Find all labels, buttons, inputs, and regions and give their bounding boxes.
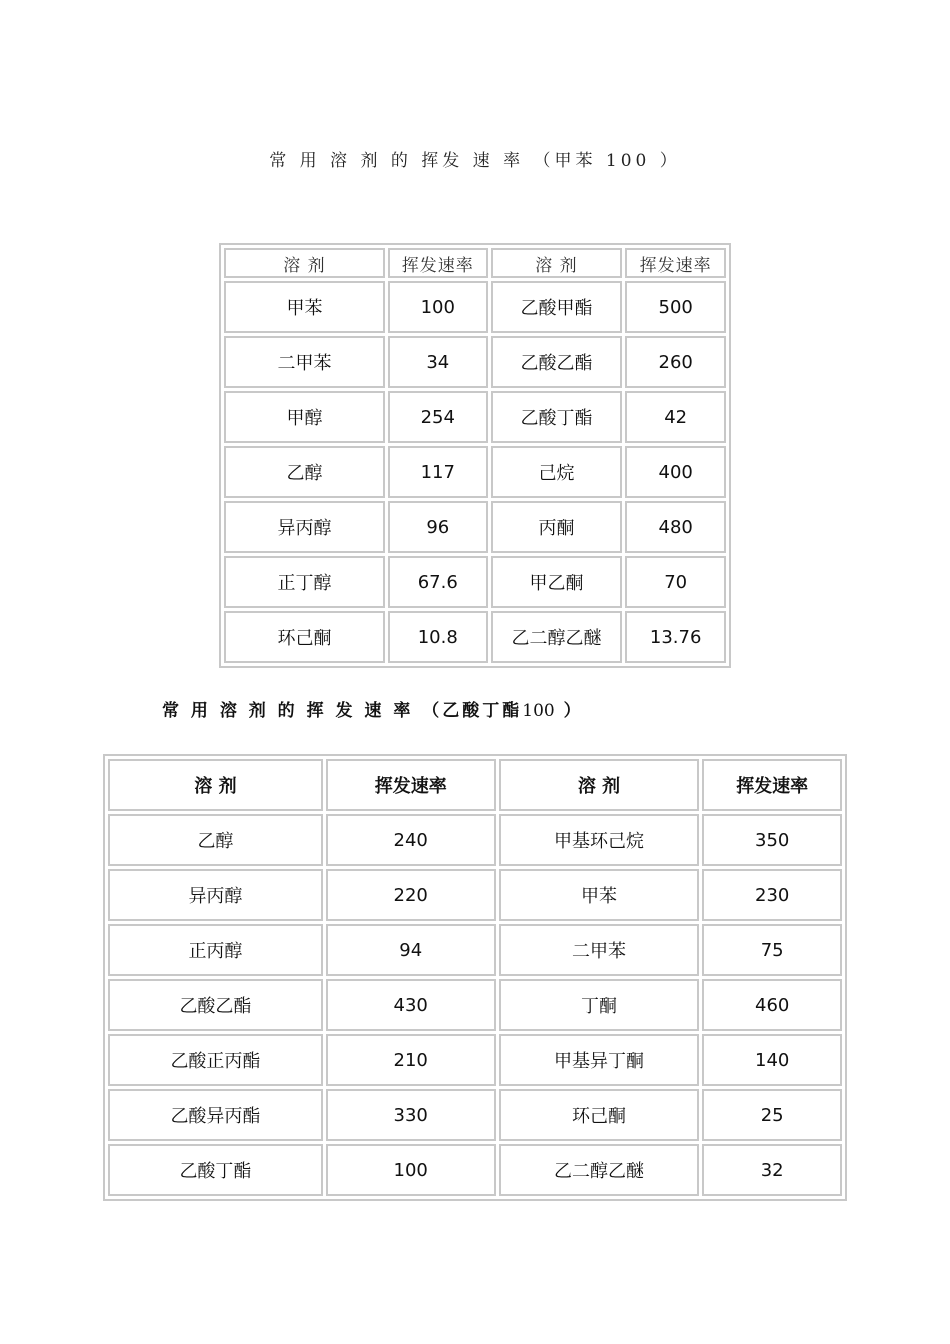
solvent-cell: 己烷 <box>491 446 623 498</box>
header-rate: 挥发速率 <box>326 759 496 811</box>
rate-cell: 67.6 <box>388 556 488 608</box>
table-row <box>224 501 726 553</box>
solvent-cell: 环己酮 <box>224 611 385 663</box>
rate-cell: 32 <box>702 1144 842 1196</box>
table-header-row <box>224 248 726 278</box>
solvent-cell: 乙酸丁酯 <box>108 1144 323 1196</box>
header-solvent: 溶 剂 <box>224 248 385 278</box>
rate-cell: 10.8 <box>388 611 488 663</box>
rate-cell: 140 <box>702 1034 842 1086</box>
solvent-cell: 甲苯 <box>499 869 700 921</box>
rate-cell: 350 <box>702 814 842 866</box>
header-solvent: 溶 剂 <box>499 759 700 811</box>
solvent-cell: 丙酮 <box>491 501 623 553</box>
solvent-cell: 异丙醇 <box>108 869 323 921</box>
header-solvent: 溶 剂 <box>108 759 323 811</box>
header-solvent: 溶 剂 <box>491 248 623 278</box>
rate-cell: 210 <box>326 1034 496 1086</box>
solvent-cell: 二甲苯 <box>499 924 700 976</box>
rate-cell: 480 <box>625 501 726 553</box>
table2-title-number: 100 <box>522 701 555 721</box>
rate-cell: 70 <box>625 556 726 608</box>
rate-cell: 220 <box>326 869 496 921</box>
solvent-cell: 环己酮 <box>499 1089 700 1141</box>
rate-cell: 117 <box>388 446 488 498</box>
rate-cell: 96 <box>388 501 488 553</box>
rate-cell: 25 <box>702 1089 842 1141</box>
rate-cell: 34 <box>388 336 488 388</box>
solvent-cell: 甲基异丁酮 <box>499 1034 700 1086</box>
solvent-cell: 乙二醇乙醚 <box>491 611 623 663</box>
solvent-cell: 乙醇 <box>108 814 323 866</box>
solvent-cell: 乙酸异丙酯 <box>108 1089 323 1141</box>
table-row <box>108 1034 842 1086</box>
header-rate: 挥发速率 <box>388 248 488 278</box>
table-row <box>108 979 842 1031</box>
table-row <box>108 924 842 976</box>
rate-cell: 260 <box>625 336 726 388</box>
table-header-row <box>108 759 842 811</box>
table-row <box>108 869 842 921</box>
table-row <box>224 281 726 333</box>
rate-cell: 254 <box>388 391 488 443</box>
solvent-cell: 乙酸正丙酯 <box>108 1034 323 1086</box>
rate-cell: 13.76 <box>625 611 726 663</box>
table-row <box>224 611 726 663</box>
volatility-table-toluene <box>219 243 731 668</box>
rate-cell: 330 <box>326 1089 496 1141</box>
rate-cell: 430 <box>326 979 496 1031</box>
solvent-cell: 乙酸乙酯 <box>108 979 323 1031</box>
table2-title-end: ） <box>554 701 584 721</box>
table-row <box>224 446 726 498</box>
solvent-cell: 二甲苯 <box>224 336 385 388</box>
solvent-cell: 丁酮 <box>499 979 700 1031</box>
rate-cell: 500 <box>625 281 726 333</box>
solvent-cell: 异丙醇 <box>224 501 385 553</box>
table-row <box>224 391 726 443</box>
rate-cell: 230 <box>702 869 842 921</box>
volatility-table-butyl-acetate <box>103 754 847 1201</box>
table2-title-text: 常 用 溶 剂 的 挥 发 速 率 （乙酸丁酯 <box>162 701 523 721</box>
solvent-cell: 甲基环己烷 <box>499 814 700 866</box>
rate-cell: 240 <box>326 814 496 866</box>
solvent-cell: 甲醇 <box>224 391 385 443</box>
solvent-cell: 乙酸丁酯 <box>491 391 623 443</box>
rate-cell: 75 <box>702 924 842 976</box>
solvent-cell: 乙二醇乙醚 <box>499 1144 700 1196</box>
table-row <box>224 556 726 608</box>
table-row <box>108 814 842 866</box>
rate-cell: 460 <box>702 979 842 1031</box>
table1-title: 常 用 溶 剂 的 挥发 速 率 （甲苯 100 ） <box>269 151 681 171</box>
solvent-cell: 乙酸乙酯 <box>491 336 623 388</box>
header-rate: 挥发速率 <box>625 248 726 278</box>
solvent-cell: 甲苯 <box>224 281 385 333</box>
rate-cell: 94 <box>326 924 496 976</box>
rate-cell: 100 <box>388 281 488 333</box>
table-row <box>224 336 726 388</box>
solvent-cell: 乙酸甲酯 <box>491 281 623 333</box>
table-row <box>108 1089 842 1141</box>
table2-title <box>162 696 584 721</box>
table-row <box>108 1144 842 1196</box>
solvent-cell: 正丙醇 <box>108 924 323 976</box>
rate-cell: 400 <box>625 446 726 498</box>
rate-cell: 42 <box>625 391 726 443</box>
solvent-cell: 正丁醇 <box>224 556 385 608</box>
header-rate: 挥发速率 <box>702 759 842 811</box>
solvent-cell: 甲乙酮 <box>491 556 623 608</box>
solvent-cell: 乙醇 <box>224 446 385 498</box>
rate-cell: 100 <box>326 1144 496 1196</box>
